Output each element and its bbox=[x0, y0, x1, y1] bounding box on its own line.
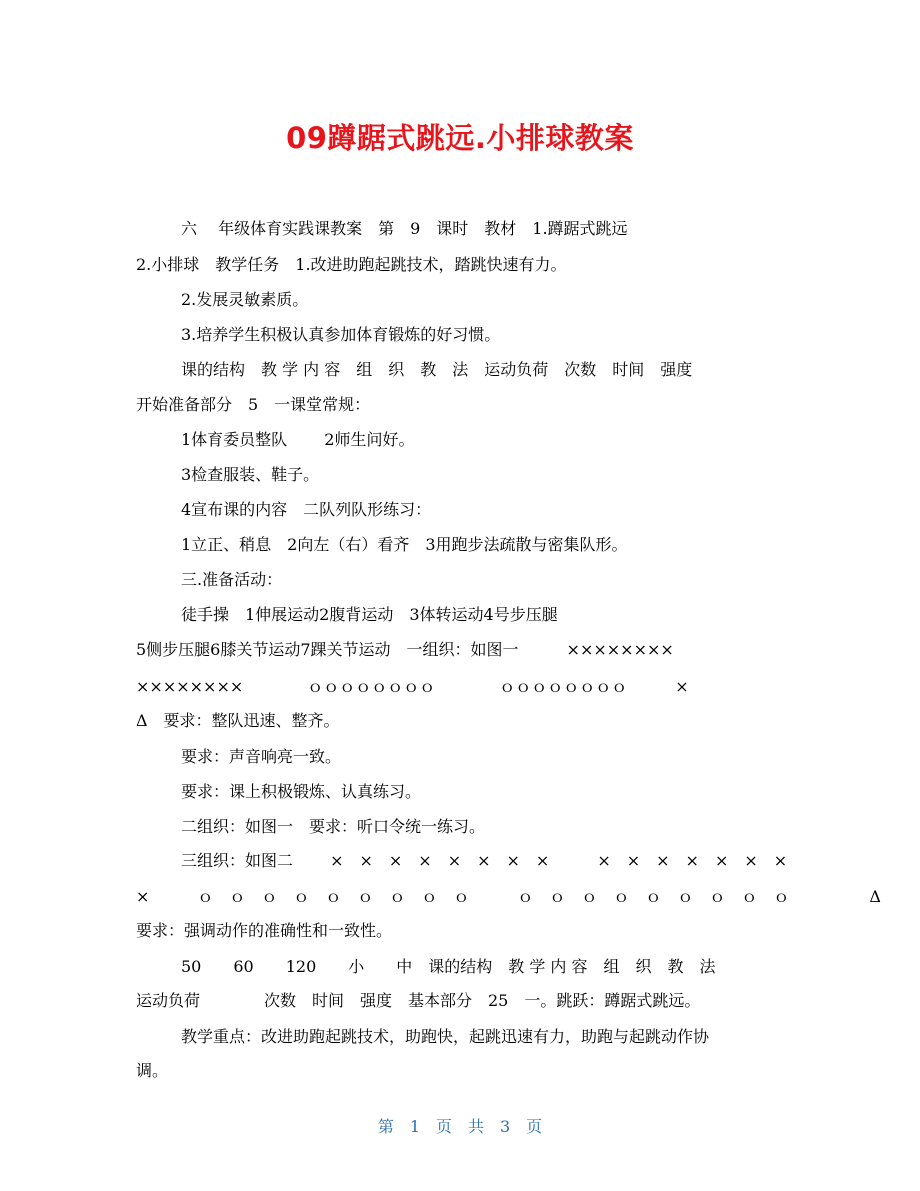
text-line: 三组织：如图二 × × × × × × × × × × × × × × × bbox=[181, 851, 788, 870]
text-line: 3.培养学生积极认真参加体育锻炼的好习惯。 bbox=[181, 325, 501, 344]
text-line: 要求：强调动作的准确性和一致性。 bbox=[136, 921, 393, 940]
page-footer: 第 1 页 共 3 页 bbox=[377, 1117, 543, 1136]
text-line: 1体育委员整队 2师生问好。 bbox=[181, 430, 415, 449]
text-line: 4宣布课的内容 二队列队形练习： bbox=[181, 500, 432, 519]
text-line: 2.发展灵敏素质。 bbox=[181, 290, 309, 309]
text-line: 调。 bbox=[136, 1061, 169, 1080]
text-line: 徒手操 1伸展运动2腹背运动 3体转运动4号步压腿 bbox=[181, 605, 558, 624]
text-line: 5侧步压腿6膝关节运动7踝关节运动 一组织：如图一 ×××××××× bbox=[136, 640, 674, 659]
text-line: ×××××××× ｏｏｏｏｏｏｏｏ ｏｏｏｏｏｏｏｏ × bbox=[136, 677, 689, 696]
text-line: 六 年级体育实践课教案 第 9 课时 教材 1.蹲踞式跳远 bbox=[181, 219, 628, 238]
document-title: 09蹲踞式跳远.小排球教案 bbox=[286, 121, 634, 155]
text-line: 二组织：如图一 要求：听口令统一练习。 bbox=[181, 817, 486, 836]
text-line: 运动负荷 次数 时间 强度 基本部分 25 一。跳跃：蹲踞式跳远。 bbox=[136, 991, 701, 1010]
text-line: 教学重点：改进助跑起跳技术，助跑快，起跳迅速有力，助跑与起跳动作协 bbox=[181, 1027, 710, 1046]
text-line: 要求：课上积极锻炼、认真练习。 bbox=[181, 782, 422, 801]
text-line: 1立正、稍息 2向左（右）看齐 3用跑步法疏散与密集队形。 bbox=[181, 535, 628, 554]
text-line: 开始准备部分 5 一课堂常规： bbox=[136, 395, 371, 414]
text-line: × ｏ ｏ ｏ ｏ ｏ ｏ ｏ ｏ ｏ ｏ ｏ ｏ ｏ ｏ ｏ ｏ ｏ ｏ Δ bbox=[136, 887, 881, 906]
text-line: 三.准备活动： bbox=[181, 570, 283, 589]
text-line: 3检查服装、鞋子。 bbox=[181, 465, 320, 484]
text-line: 要求：声音响亮一致。 bbox=[181, 747, 342, 766]
text-line: 课的结构 教 学 内 容 组 织 教 法 运动负荷 次数 时间 强度 bbox=[181, 360, 693, 379]
text-line: Δ 要求：整队迅速、整齐。 bbox=[136, 711, 340, 730]
text-line: 2.小排球 教学任务 1.改进助跑起跳技术，踏跳快速有力。 bbox=[136, 255, 567, 274]
text-line: 50 60 120 小 中 课的结构 教 学 内 容 组 织 教 法 bbox=[181, 957, 716, 976]
